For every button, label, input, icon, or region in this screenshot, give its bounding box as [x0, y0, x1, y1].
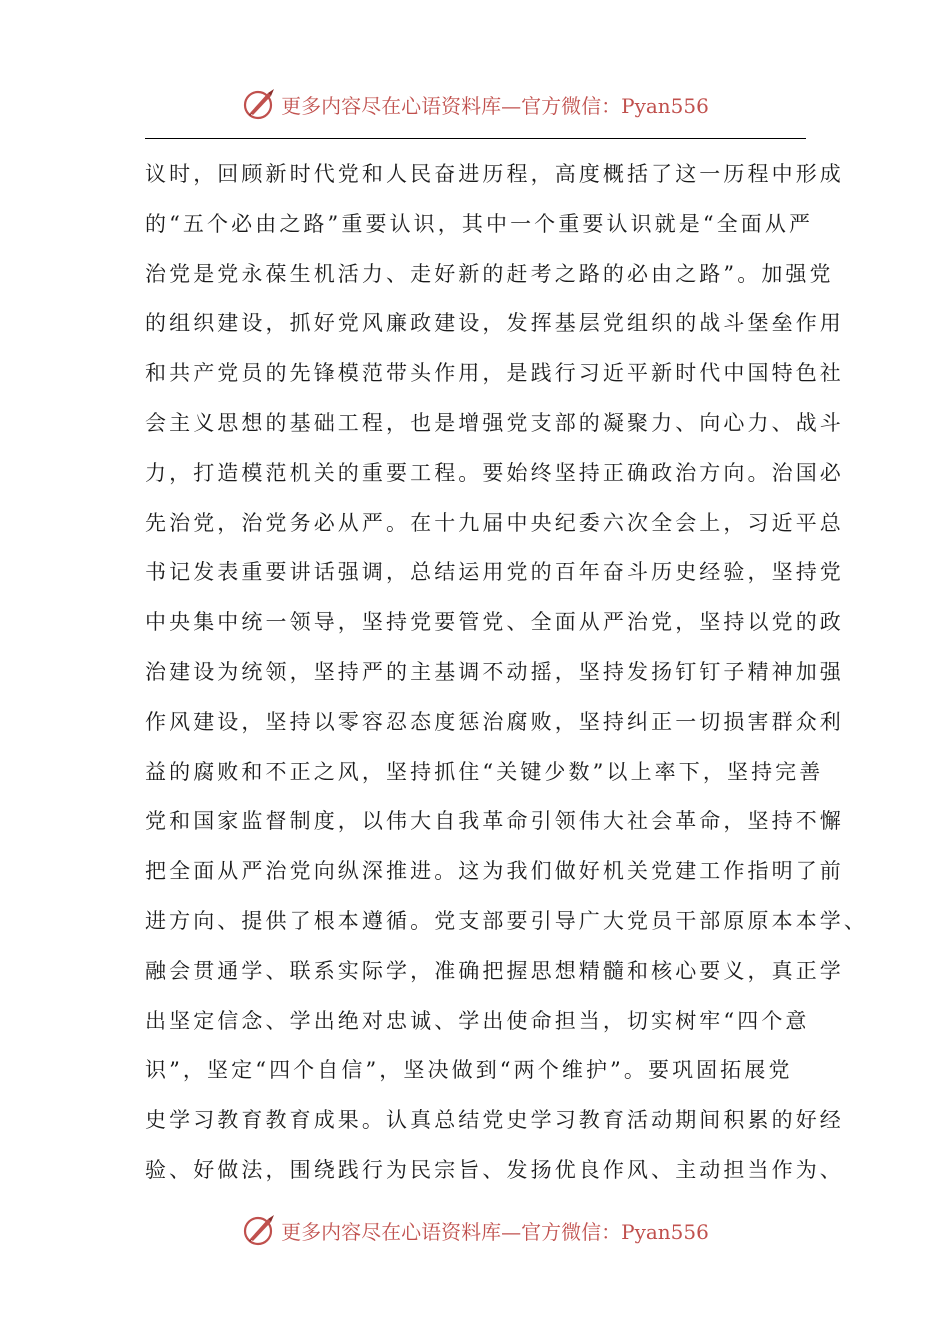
quill-pen-logo-icon [241, 1212, 277, 1248]
text-line: 先治党，治党务必从严。在十九届中央纪委六次全会上，习近平总 [145, 510, 844, 535]
text-line: 的组织建设，抓好党风廉政建设，发挥基层党组织的战斗堡垒作用 [145, 311, 844, 336]
text-line: 作风建设，坚持以零容忍态度惩治腐败，坚持纠正一切损害群众利 [145, 709, 844, 734]
text-line: 治建设为统领，坚持严的主基调不动摇，坚持发扬钉钉子精神加强 [145, 659, 844, 684]
text-line: 验、好做法，围绕践行为民宗旨、发扬优良作风、主动担当作为、 [145, 1157, 844, 1182]
text-line: 党和国家监督制度，以伟大自我革命引领伟大社会革命，坚持不懈 [145, 809, 844, 834]
footer-slogan: 更多内容尽在心语资料库—官方微信：Pyan556 [281, 1219, 709, 1244]
header-divider [145, 138, 806, 139]
text-line: 和共产党员的先锋模范带头作用，是践行习近平新时代中国特色社 [145, 361, 844, 386]
text-line: 益的腐败和不正之风，坚持抓住“关键少数”以上率下，坚持完善 [145, 759, 824, 784]
footer-banner [0, 1208, 950, 1252]
text-line: 议时，回顾新时代党和人民奋进历程，高度概括了这一历程中形成 [145, 162, 844, 186]
text-line: 进方向、提供了根本遵循。党支部要引导广大党员干部原原本本学、 [145, 908, 868, 933]
body-text [145, 150, 868, 1196]
text-line: 融会贯通学、联系实际学，准确把握思想精髓和核心要义，真正学 [145, 958, 844, 983]
quill-pen-logo-icon [241, 86, 277, 122]
text-line: 史学习教育教育成果。认真总结党史学习教育活动期间积累的好经 [145, 1108, 844, 1133]
text-line: 力，打造模范机关的重要工程。要始终坚持正确政治方向。治国必 [145, 460, 844, 485]
text-line: 把全面从严治党向纵深推进。这为我们做好机关党建工作指明了前 [145, 859, 844, 884]
text-line: 中央集中统一领导，坚持党要管党、全面从严治党，坚持以党的政 [145, 610, 844, 635]
header-banner [0, 82, 950, 126]
text-line: 会主义思想的基础工程，也是增强党支部的凝聚力、向心力、战斗 [145, 410, 844, 435]
text-line: 治党是党永葆生机活力、走好新的赶考之路的必由之路”。加强党 [145, 261, 834, 286]
text-line: 书记发表重要讲话强调，总结运用党的百年奋斗历史经验，坚持党 [145, 560, 844, 585]
text-line: 的“五个必由之路”重要认识，其中一个重要认识就是“全面从严 [145, 211, 814, 236]
header-slogan: 更多内容尽在心语资料库—官方微信：Pyan556 [281, 93, 709, 118]
text-line: 识”，坚定“四个自信”，坚决做到“两个维护”。要巩固拓展党 [145, 1058, 793, 1083]
text-line: 出坚定信念、学出绝对忠诚、学出使命担当，切实树牢“四个意 [145, 1008, 810, 1033]
